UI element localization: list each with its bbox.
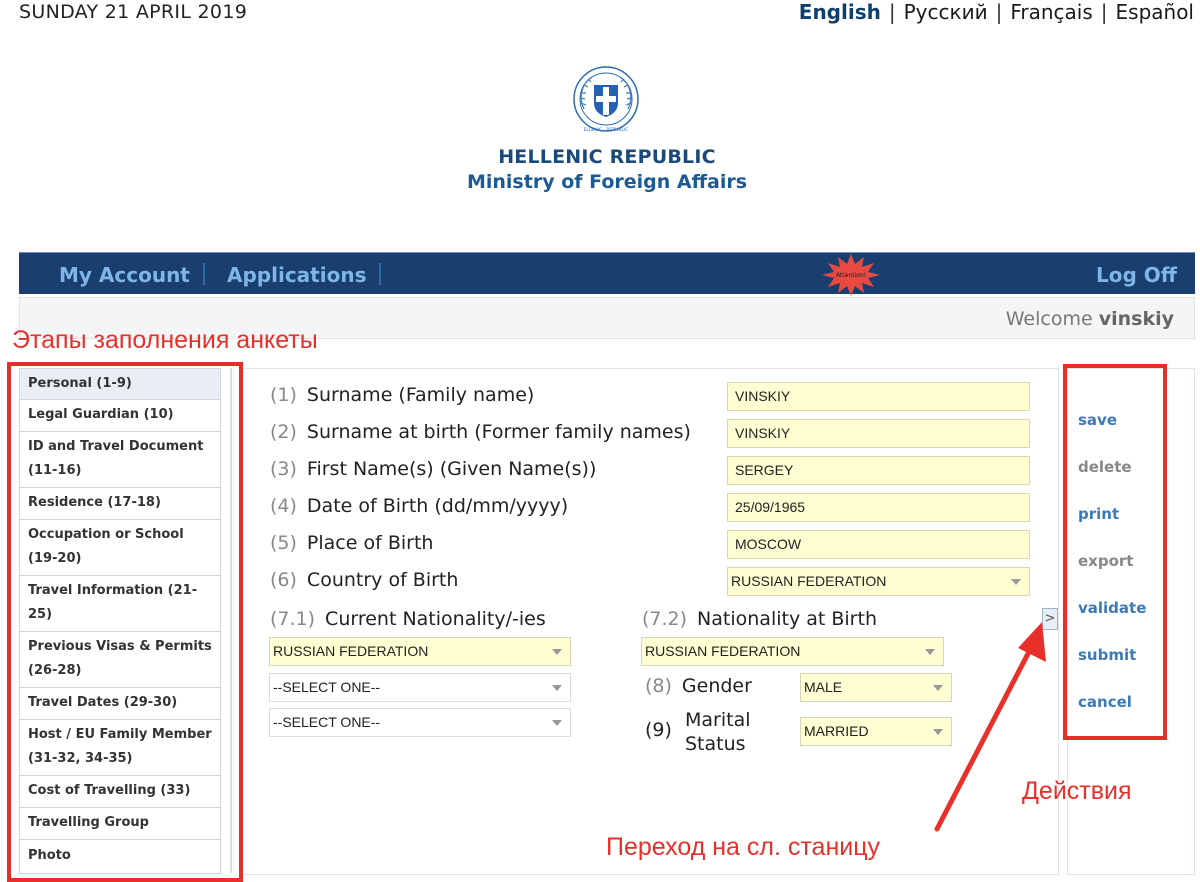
validate-link[interactable]: validate [1078,599,1147,617]
lang-russian[interactable]: Русский [903,0,988,24]
place-of-birth-input[interactable]: MOSCOW [727,530,1030,559]
sidebar-item-id-travel-document[interactable]: ID and Travel Document (11-16) [19,432,221,488]
nationality-at-birth-select[interactable]: RUSSIAN FEDERATION [641,637,944,666]
sidebar-item-photo[interactable]: Photo [19,840,221,874]
current-nationality-select-1[interactable]: RUSSIAN FEDERATION [269,637,571,666]
main-nav [19,252,1195,294]
field-label-nationality-at-birth: (7.2) Nationality at Birth [642,608,877,630]
lang-french[interactable]: Français [1010,0,1093,24]
current-nationality-select-2[interactable]: --SELECT ONE-- [269,673,571,702]
sidebar-item-travelling-group[interactable]: Travelling Group [19,808,221,840]
current-date: SUNDAY 21 APRIL 2019 [19,1,248,23]
surname-at-birth-input[interactable]: VINSKIY [727,419,1030,448]
annotation-box-actions [1063,364,1167,740]
field-label-country-of-birth: (6) Country of Birth [270,569,459,591]
nav-divider [203,263,205,285]
sidebar-item-previous-visas[interactable]: Previous Visas & Permits (26-28) [19,632,221,688]
sidebar-item-occupation[interactable]: Occupation or School (19-20) [19,520,221,576]
field-label-date-of-birth: (4) Date of Birth (dd/mm/yyyy) [270,495,569,517]
language-switcher: English | Русский | Français | Español [798,0,1194,24]
first-name-input[interactable]: SERGEY [727,456,1030,485]
annotation-stages: Этапы заполнения анкеты [12,326,318,354]
field-label-surname-at-birth: (2) Surname at birth (Former family names) [270,421,691,443]
field-label-place-of-birth: (5) Place of Birth [270,532,434,554]
org-title: HELLENIC REPUBLIC [498,146,716,168]
date-of-birth-input[interactable]: 25/09/1965 [727,493,1030,522]
annotation-box-stages [7,362,243,882]
lang-english[interactable]: English [798,0,881,24]
save-link[interactable]: save [1078,411,1118,429]
field-label-gender: (8) Gender [645,675,752,697]
greek-emblem-icon [572,65,640,137]
org-subtitle: Ministry of Foreign Affairs [466,171,748,193]
chevron-down-icon [1011,579,1021,585]
marital-status-select[interactable]: MARRIED [800,717,952,746]
sidebar-item-cost-travelling[interactable]: Cost of Travelling (33) [19,776,221,808]
export-link[interactable]: export [1078,552,1134,570]
submit-link[interactable]: submit [1078,646,1137,664]
welcome-prefix: Welcome [1005,308,1093,330]
field-label-first-name: (3) First Name(s) (Given Name(s)) [270,458,597,480]
current-nationality-select-3[interactable]: --SELECT ONE-- [269,708,571,737]
sidebar-item-residence[interactable]: Residence (17-18) [19,488,221,520]
sidebar-item-legal-guardian[interactable]: Legal Guardian (10) [19,400,221,432]
country-of-birth-select[interactable]: RUSSIAN FEDERATION [727,567,1030,596]
sidebar-item-host-family[interactable]: Host / EU Family Member (31-32, 34-35) [19,720,221,776]
field-label-surname: (1) Surname (Family name) [270,384,535,406]
nav-my-account[interactable]: My Account [59,263,190,287]
attention-label: Attention! [835,272,867,279]
field-number-marital: (9) [645,719,672,741]
chevron-down-icon [552,685,562,691]
nav-log-off[interactable]: Log Off [1096,263,1177,287]
chevron-down-icon [552,720,562,726]
annotation-actions: Действия [1022,777,1132,805]
welcome-username: vinskiy [1098,308,1174,330]
cancel-link[interactable]: cancel [1078,693,1132,711]
svg-text:ELLENIC · REPUBLIC: ELLENIC · REPUBLIC [583,128,629,133]
print-link[interactable]: print [1078,505,1120,523]
surname-input[interactable]: VINSKIY [727,382,1030,411]
chevron-down-icon [552,649,562,655]
annotation-next-page: Переход на сл. станицу [606,833,881,861]
welcome-message [1006,308,1174,330]
sidebar-item-travel-dates[interactable]: Travel Dates (29-30) [19,688,221,720]
nav-divider [379,263,381,285]
next-page-button[interactable]: > [1042,608,1058,630]
sidebar-item-travel-information[interactable]: Travel Information (21-25) [19,576,221,632]
field-label-marital-status: Marital Status [685,709,751,755]
field-label-current-nationality: (7.1) Current Nationality/-ies [270,608,546,630]
annotation-arrow-icon [900,600,1070,840]
delete-link[interactable]: delete [1078,458,1132,476]
gender-select[interactable]: MALE [800,673,952,702]
nav-applications[interactable]: Applications [227,263,367,287]
attention-badge-icon[interactable] [822,254,880,296]
lang-spanish[interactable]: Español [1115,0,1194,24]
sidebar-item-personal[interactable]: Personal (1-9) [19,368,221,400]
